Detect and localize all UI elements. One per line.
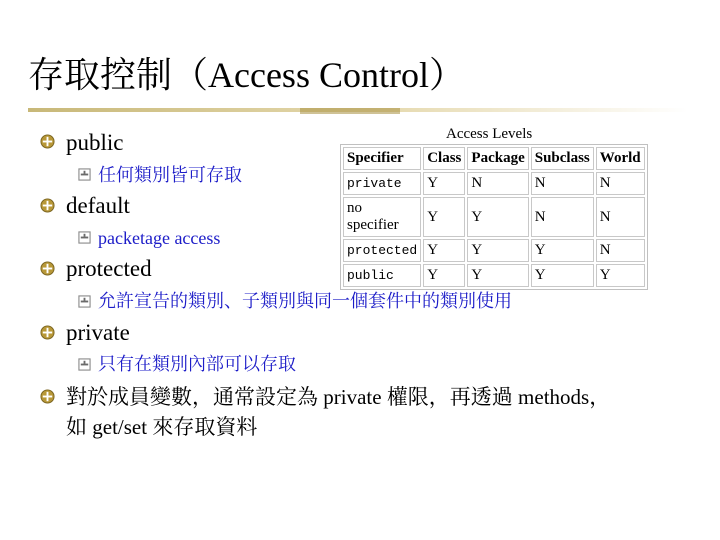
cell-specifier: no specifier xyxy=(343,197,421,237)
circle-plus-bullet-icon xyxy=(40,134,55,149)
circle-plus-bullet-icon xyxy=(40,325,55,340)
circle-plus-bullet-icon xyxy=(40,261,55,276)
header-class: Class xyxy=(423,147,465,170)
cell-package: N xyxy=(467,172,528,195)
slide-title: 存取控制（Access Control） xyxy=(28,55,465,95)
access-levels-table xyxy=(340,144,648,290)
item-default-label: default xyxy=(66,193,130,218)
table-row xyxy=(343,172,645,195)
cell-subclass: N xyxy=(531,172,594,195)
cell-subclass: Y xyxy=(531,264,594,287)
table-header-row xyxy=(343,147,645,170)
cell-specifier: protected xyxy=(343,239,421,262)
square-bullet-icon xyxy=(78,168,91,181)
square-bullet-icon xyxy=(78,295,91,308)
cell-subclass: N xyxy=(531,197,594,237)
circle-plus-bullet-icon xyxy=(40,389,55,404)
header-subclass: Subclass xyxy=(531,147,594,170)
table-row xyxy=(343,239,645,262)
cell-class: Y xyxy=(423,197,465,237)
note-line-1: 對於成員變數，通常設定為 private 權限，再透過 methods， xyxy=(66,385,611,409)
square-bullet-icon xyxy=(78,358,91,371)
cell-subclass: Y xyxy=(531,239,594,262)
item-public-label: public xyxy=(66,130,124,155)
note-line-2: 如 get/set 來存取資料 xyxy=(66,415,258,439)
cell-world: N xyxy=(596,239,645,262)
table-row xyxy=(343,264,645,287)
header-specifier: Specifier xyxy=(343,147,421,170)
circle-plus-bullet-icon xyxy=(40,198,55,213)
cell-class: Y xyxy=(423,239,465,262)
cell-world: N xyxy=(596,197,645,237)
item-public-desc: 任何類別皆可存取 xyxy=(98,165,242,185)
item-protected-label: protected xyxy=(66,256,152,281)
item-protected-desc: 允許宣告的類別、子類別與同一個套件中的類別使用 xyxy=(98,291,512,311)
cell-package: Y xyxy=(467,197,528,237)
item-private-label: private xyxy=(66,320,130,345)
cell-class: Y xyxy=(423,172,465,195)
item-private-desc: 只有在類別內部可以存取 xyxy=(98,354,296,374)
cell-specifier: public xyxy=(343,264,421,287)
cell-specifier: private xyxy=(343,172,421,195)
cell-class: Y xyxy=(423,264,465,287)
cell-world: N xyxy=(596,172,645,195)
square-bullet-icon xyxy=(78,231,91,244)
header-package: Package xyxy=(467,147,528,170)
header-world: World xyxy=(596,147,645,170)
cell-package: Y xyxy=(467,264,528,287)
title-underline-accent xyxy=(300,108,400,114)
access-table-caption: Access Levels xyxy=(446,126,533,142)
cell-package: Y xyxy=(467,239,528,262)
item-default-desc: packetage access xyxy=(98,228,221,248)
cell-world: Y xyxy=(596,264,645,287)
table-row xyxy=(343,197,645,237)
